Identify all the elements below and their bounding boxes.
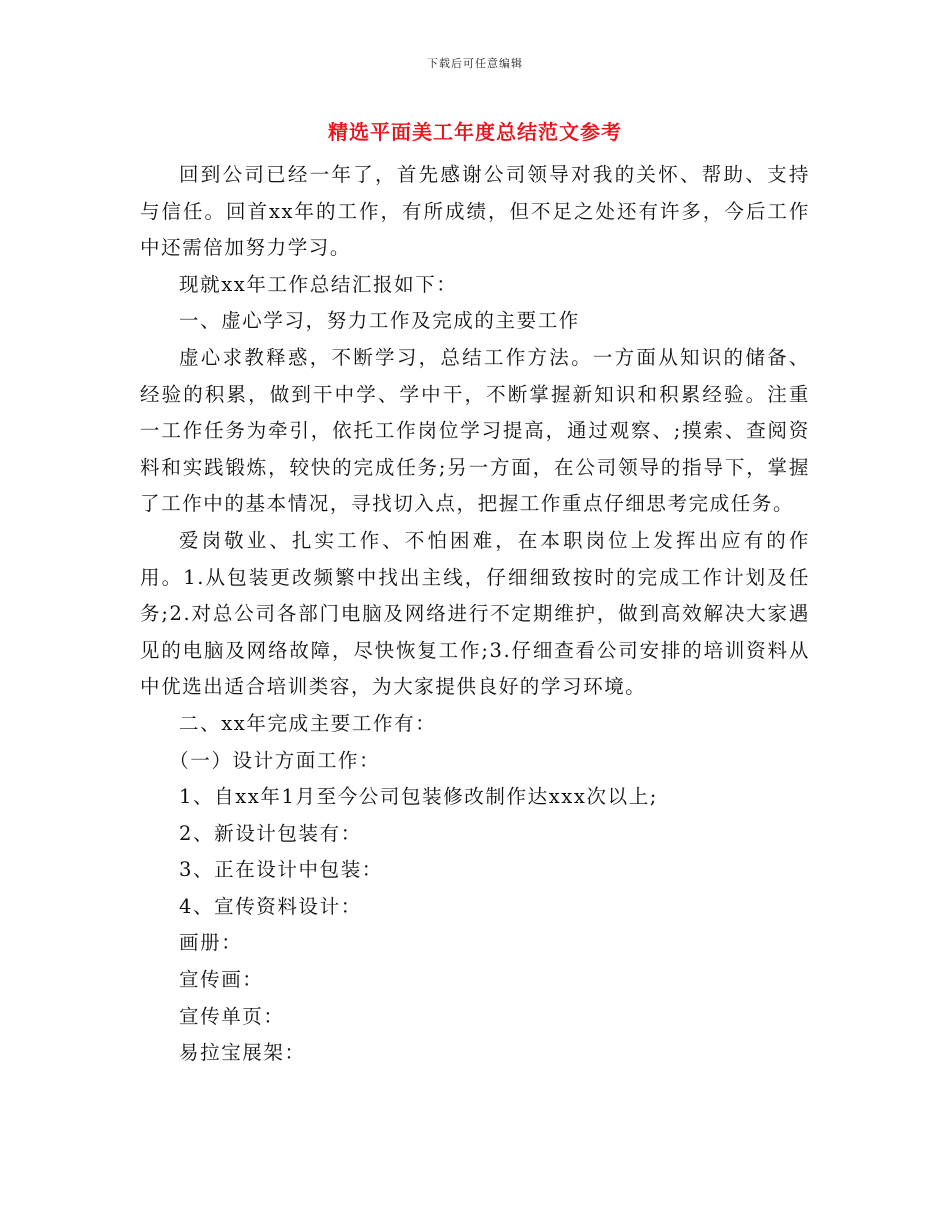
list-item: 3、正在设计中包装： bbox=[179, 858, 383, 882]
paragraph-dedication: 爱岗敬业、扎实工作、不怕困难，在本职岗位上发挥出应有的作用。1.从包装更改频繁中找出主线，仔细细致按时的完成工作计划及任务;2.对总公司各部门电脑及网络进行不定期维护，做到高效解决大家遇见的电脑及网络故障，尽快恢复工作;3.仔细查看公司安排的培训资料从中优选出适合培训类容，为大家提供良好的学习环境。 bbox=[140, 528, 810, 699]
list-item: 画册： bbox=[179, 931, 243, 955]
list-item: 1、自xx年1月至今公司包装修改制作达xxx次以上; bbox=[179, 785, 658, 809]
list-item: 4、宣传资料设计： bbox=[179, 894, 362, 918]
section-heading-1: 一、虚心学习，努力工作及完成的主要工作 bbox=[179, 309, 580, 333]
list-item: 2、新设计包装有： bbox=[179, 821, 362, 845]
paragraph-summary-lead: 现就xx年工作总结汇报如下： bbox=[179, 272, 458, 296]
section-heading-2: 二、xx年完成主要工作有： bbox=[179, 711, 437, 735]
subsection-heading-design: （一）设计方面工作： bbox=[169, 748, 381, 772]
document-title: 精选平面美工年度总结范文参考 bbox=[328, 120, 622, 144]
list-item: 宣传画： bbox=[179, 968, 264, 992]
document-body bbox=[140, 157, 810, 1072]
paragraph-intro: 回到公司已经一年了，首先感谢公司领导对我的关怀、帮助、支持与信任。回首xx年的工作，有所成绩，但不足之处还有许多，今后工作中还需倍加努力学习。 bbox=[140, 163, 810, 260]
list-item: 易拉宝展架： bbox=[179, 1041, 306, 1065]
paragraph-learning: 虚心求教释惑，不断学习，总结工作方法。一方面从知识的储备、经验的积累，做到干中学、学中干，不断掌握新知识和积累经验。注重一工作任务为牵引，依托工作岗位学习提高，通过观察、;摸索、查阅资料和实践锻炼，较快的完成任务;另一方面，在公司领导的指导下，掌握了工作中的基本情况，寻找切入点，把握工作重点仔细思考完成任务。 bbox=[140, 345, 810, 516]
header-note: 下载后可任意编辑 bbox=[427, 57, 523, 70]
list-item: 宣传单页： bbox=[179, 1004, 285, 1028]
